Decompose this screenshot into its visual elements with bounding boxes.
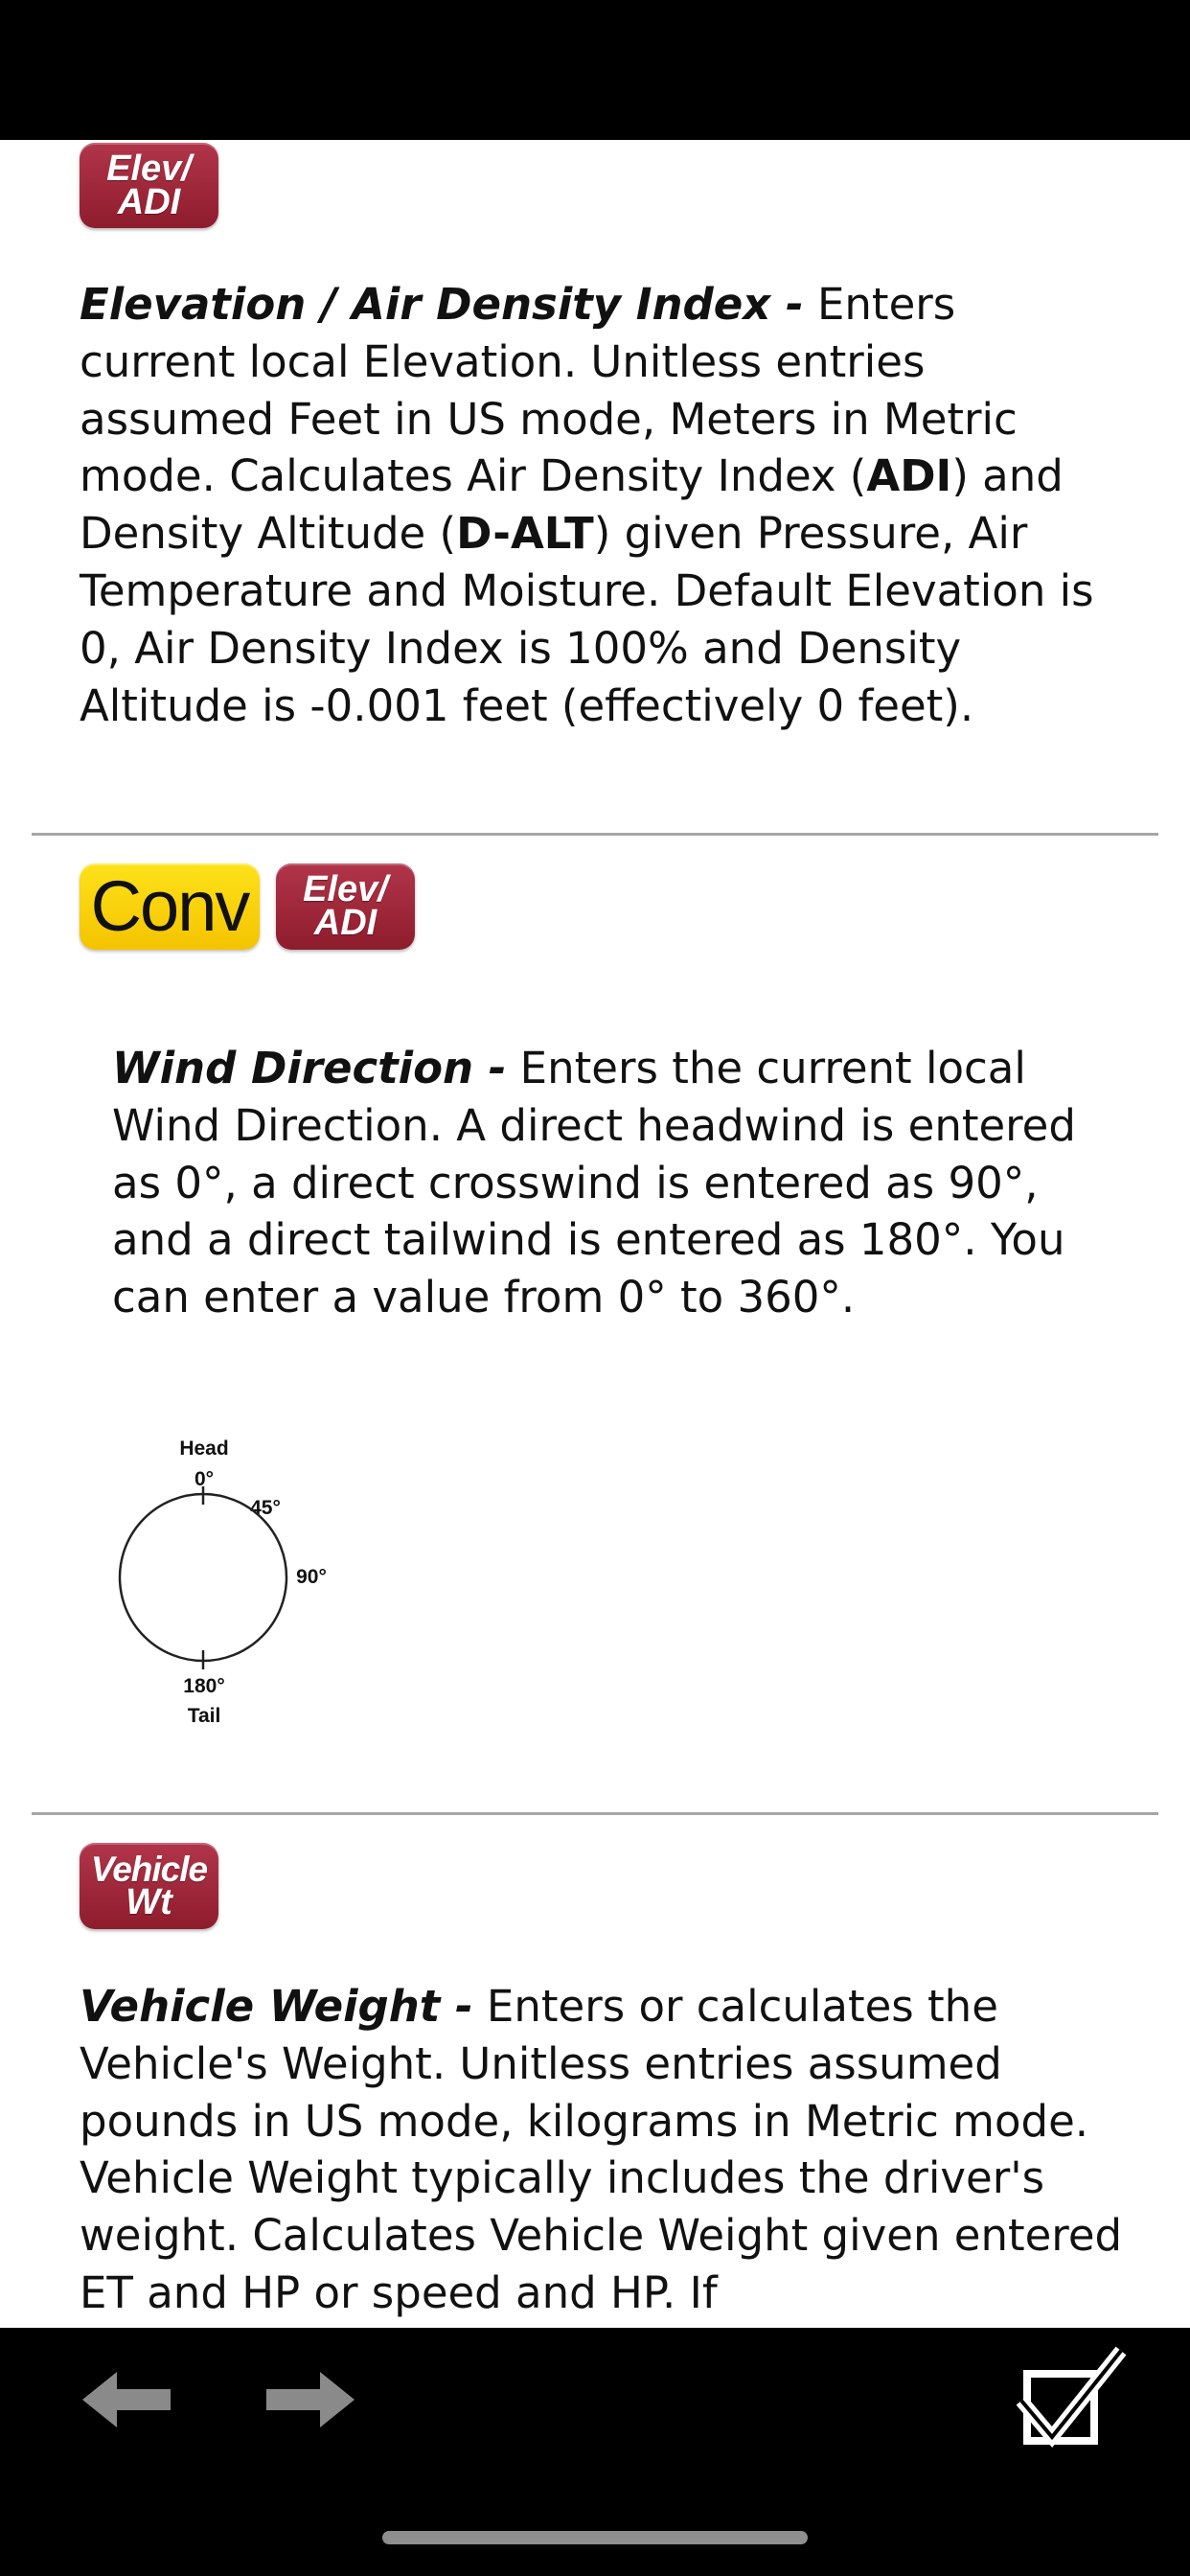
tail-label: Tail (187, 1705, 221, 1727)
vehicle-weight-description: Vehicle Weight - Enters or calculates the Vehicle's Weight. Unitless entries assumed pounds in US mode, kilograms in Metric mode. Vehicle Weight typically includes the driver's weight. Calculates Vehicle Weight given entered ET and HP or speed and HP. If (80, 1981, 1123, 2318)
elevation-description: Elevation / Air Density Index - Enters current local Elevation. Unitless entries assumed Feet in US mode, Meters in Metric mode. Calculates Air Density Index (ADI) and Density Altitude (D-ALT) given Pressure, Air Temperature and Moisture. Default Elevation is 0, Air Density Index is 100% and Density Altitude is -0.001 feet (effectively 0 feet). (80, 279, 1094, 731)
wind-direction-diagram (96, 1434, 345, 1750)
home-indicator (382, 2531, 808, 2544)
done-button[interactable] (1014, 2345, 1129, 2450)
checkbox-check-icon (1014, 2345, 1129, 2450)
vehicle-weight-term: Vehicle Weight - (80, 1981, 473, 2032)
section-divider (32, 833, 1158, 836)
top-status-bar (0, 0, 1190, 140)
vehicle-wt-key-icon: Vehicle Wt (80, 1843, 218, 1929)
elev-adi-key-icon: Elev/ ADI (276, 863, 415, 950)
back-button[interactable] (79, 2366, 174, 2433)
deg-0-label: 0° (194, 1468, 215, 1490)
left-arrow-icon (79, 2366, 174, 2433)
elevation-term: Elevation / Air Density Index - (80, 279, 804, 330)
section-divider (32, 1812, 1158, 1815)
wind-direction-term: Wind Direction - (112, 1043, 507, 1093)
wind-direction-description: Wind Direction - Enters the current local Wind Direction. A direct headwind is entered as 0°, a direct crosswind is entered as 90°, and a direct tailwind is entered as 180°. You can enter a value from 0° to 360°. (112, 1043, 1076, 1323)
conv-key-icon: Conv (80, 863, 260, 950)
help-content[interactable] (0, 140, 1190, 2328)
deg-45-label: 45° (250, 1497, 281, 1519)
right-arrow-icon (263, 2366, 358, 2433)
head-label: Head (179, 1438, 229, 1460)
elev-adi-key-icon: Elev/ ADI (80, 143, 218, 228)
forward-button[interactable] (263, 2366, 358, 2433)
wind-dial-circle (120, 1494, 286, 1661)
deg-180-label: 180° (183, 1675, 225, 1697)
deg-90-label: 90° (296, 1566, 327, 1588)
